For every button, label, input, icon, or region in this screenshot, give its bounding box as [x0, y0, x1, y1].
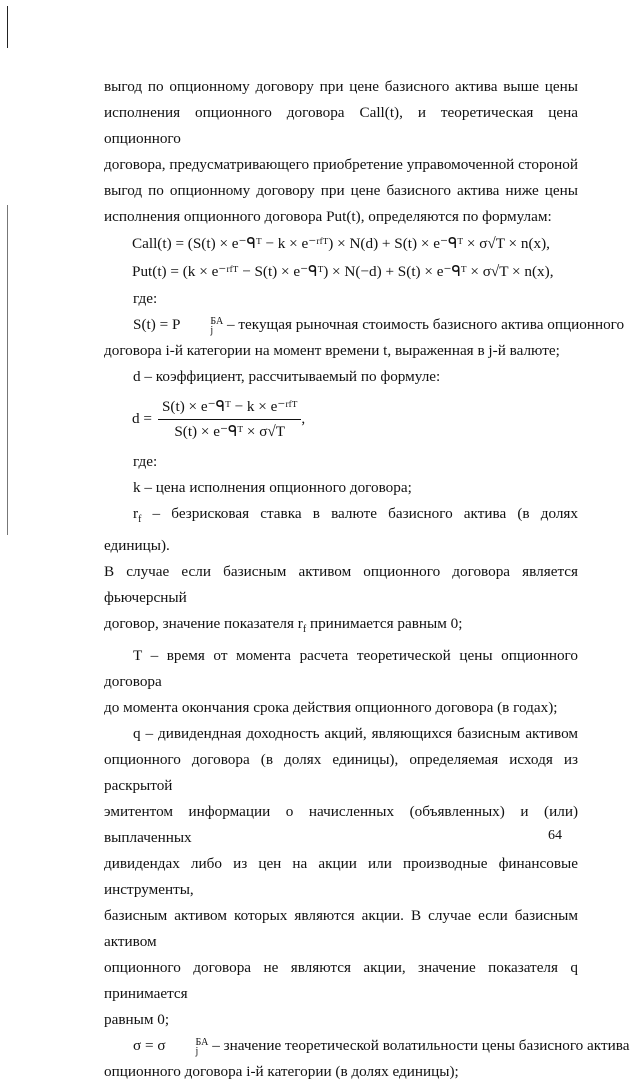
text-line: договора i-й категории на момент времени t, выраженная в j-й валюте;	[104, 342, 560, 359]
margin-line	[7, 205, 8, 535]
t-definition: T – время от момента расчета теоретической цены опционного договора	[104, 647, 578, 691]
text-line: опционного договора не являются акции, значение показателя q принимается	[104, 959, 578, 1003]
text-line: выгод по опционному договору при цене базисного актива выше цены	[104, 78, 578, 95]
d-tail: ,	[301, 410, 306, 427]
k-definition: k – цена исполнения опционного договора;	[133, 479, 412, 496]
text-line: опционного договора (в долях единицы), определяемая исходя из раскрытой	[104, 751, 578, 795]
text-line: выгод по опционному договору при цене базисного актива ниже цены	[104, 182, 578, 199]
document-page	[104, 74, 630, 1085]
q-definition: q – дивидендная доходность акций, являющихся базисным активом	[133, 725, 578, 743]
rf-text: – безрисковая ставка в валюте базисного актива (в долях единицы).	[104, 505, 578, 555]
sigma-sub: j	[195, 1045, 199, 1057]
sigma-text: – значение теоретической волатильности цены базисного актива	[208, 1037, 630, 1055]
margin-line	[7, 6, 8, 48]
sigma-definition	[104, 1033, 630, 1059]
text-line: до момента окончания срока действия опционного договора (в годах);	[104, 699, 558, 717]
rf-text: принимается равным 0;	[306, 615, 463, 633]
page-number: 64	[548, 828, 562, 843]
d-fraction	[158, 397, 301, 442]
rf-sub: f	[138, 514, 142, 526]
text-line: исполнения опционного договора Put(t), определяются по формулам:	[104, 208, 552, 225]
sigma-sup: БА	[195, 1036, 209, 1048]
s-symbol: S(t) = P	[133, 316, 181, 333]
text-line: дивидендах либо из цен на акции или производные финансовые инструменты,	[104, 855, 578, 899]
sigma-symbol: σ = σ	[133, 1037, 166, 1055]
sigma-indices	[167, 1038, 209, 1056]
where-label: где:	[133, 453, 158, 470]
d-definition: d – коэффициент, рассчитываемый по формуле:	[133, 368, 441, 385]
put-formula: Put(t) = (k × e⁻ʳᶠᵀ − S(t) × e⁻ᑫᵀ) × N(−d) + S(t) × e⁻ᑫᵀ × σ√T × n(x),	[132, 263, 554, 280]
text-line: исполнения опционного договора Call(t), и теоретическая цена опционного	[104, 104, 578, 147]
rf-sub: f	[302, 624, 307, 636]
text-line: В случае если базисным активом опционного договора является фьючерсный	[104, 563, 578, 607]
rf-definition	[104, 501, 578, 559]
text-line: договора, предусматривающего приобретение управомоченной стороной	[104, 156, 578, 173]
d-numerator: S(t) × e⁻ᑫᵀ − k × e⁻ʳᶠᵀ	[158, 397, 301, 420]
where-label: где:	[133, 290, 158, 307]
s-indices	[181, 317, 223, 335]
s-text: – текущая рыночная стоимость базисного актива опционного	[223, 316, 625, 333]
d-denominator: S(t) × e⁻ᑫᵀ × σ√T	[174, 422, 286, 440]
s-definition	[104, 312, 625, 338]
s-sub: j	[210, 324, 214, 336]
d-formula	[104, 391, 578, 447]
text-line: эмитентом информации о начисленных (объявленных) и (или) выплаченных	[104, 803, 578, 847]
call-formula: Call(t) = (S(t) × e⁻ᑫᵀ − k × e⁻ʳᶠᵀ) × N(d) + S(t) × e⁻ᑫᵀ × σ√T × n(x),	[132, 235, 550, 252]
d-lhs: d =	[132, 410, 152, 427]
text-line: опционного договора i-й категории (в долях единицы);	[104, 1063, 459, 1081]
text-line: равным 0;	[104, 1011, 170, 1029]
text-line	[104, 611, 578, 643]
s-sup: БА	[210, 315, 224, 327]
text-line: базисным активом которых являются акции. В случае если базисным активом	[104, 907, 578, 951]
rf-symbol: r	[133, 505, 139, 522]
rf-text: договор, значение показателя r	[104, 615, 303, 633]
